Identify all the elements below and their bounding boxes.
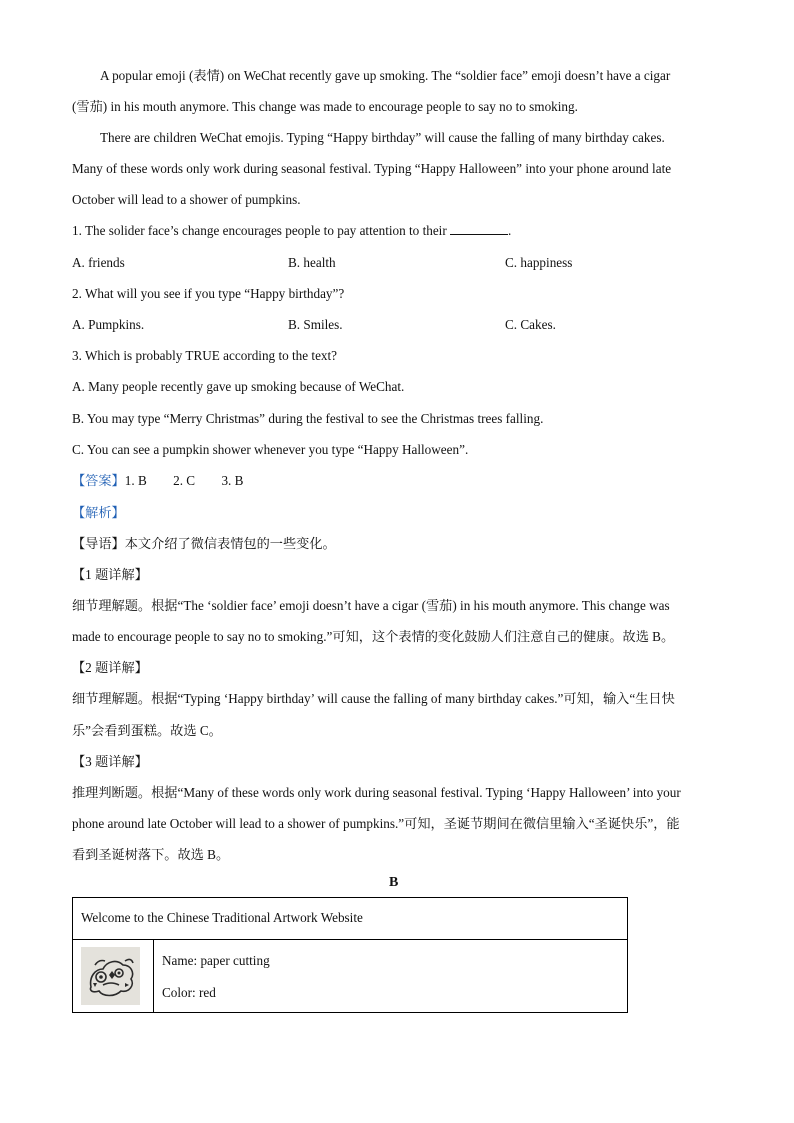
option-a: A. friends <box>72 255 125 270</box>
q2-detail-line: 细节理解题。根据“Typing ‘Happy birthday’ will cause the falling of many birthday cakes.”可知，输入“生日快 <box>72 691 675 706</box>
artwork-color: Color: red <box>162 985 216 1000</box>
passage-line: (雪茄) in his mouth anymore. This change was made to encourage people to say no to smoking. <box>72 99 578 114</box>
q3-detail-line: 推理判断题。根据“Many of these words only work during seasonal festival. Typing ‘Happy Halloween’ into your <box>72 785 681 800</box>
question-stem-end: . <box>508 223 512 238</box>
question-1-stem <box>72 222 511 240</box>
q1-detail-label: 【1 题详解】 <box>72 567 148 582</box>
q3-detail-line: phone around late October will lead to a shower of pumpkins.”可知，圣诞节期间在微信里输入“圣诞快乐”，能 <box>72 816 680 831</box>
artwork-name: Name: paper cutting <box>162 953 270 968</box>
q3-detail-line: 看到圣诞树落下。故选 B。 <box>72 847 230 862</box>
answer-text: 1. B 2. C 3. B <box>124 473 244 488</box>
q1-detail-line: made to encourage people to say no to smoking.”可知，这个表情的变化鼓励人们注意自己的健康。故选 B。 <box>72 629 675 644</box>
question-2-stem: 2. What will you see if you type “Happy birthday”? <box>72 286 345 301</box>
question-stem-text: 1. The solider face’s change encourages people to pay attention to their <box>72 223 451 238</box>
option-b: B. Smiles. <box>288 317 343 332</box>
artwork-table-header <box>73 898 627 940</box>
intro-label: 【导语】 <box>72 536 125 551</box>
passage-line: There are children WeChat emojis. Typing “Happy birthday” will cause the falling of many birthday cakes. <box>100 130 665 145</box>
passage-line: October will lead to a shower of pumpkins. <box>72 192 301 207</box>
artwork-table-title: Welcome to the Chinese Traditional Artwork Website <box>81 910 363 925</box>
answer-blank <box>450 222 508 235</box>
q1-detail-line: 细节理解题。根据“The ‘soldier face’ emoji doesn’t have a cigar (雪茄) in his mouth anymore. This change was <box>72 598 670 613</box>
intro-text: 本文介绍了微信表情包的一些变化。 <box>124 536 336 551</box>
option-c: C. Cakes. <box>505 317 556 332</box>
section-b-heading: B <box>389 875 399 890</box>
paper-cutting-image <box>81 947 140 1005</box>
artwork-image-cell <box>73 940 154 1012</box>
answer-line <box>72 472 243 490</box>
option-c: C. happiness <box>505 255 573 270</box>
option-b: B. health <box>288 255 336 270</box>
q2-detail-line: 乐”会看到蛋糕。故选 C。 <box>72 723 222 738</box>
artwork-table <box>72 897 628 1013</box>
answer-label: 【答案】 <box>72 473 125 488</box>
question-2-options <box>72 316 772 334</box>
intro-line <box>72 535 336 553</box>
analysis-label: 【解析】 <box>72 505 125 520</box>
question-1-options <box>72 254 772 272</box>
q3-detail-label: 【3 题详解】 <box>72 754 148 769</box>
option-c: C. You can see a pumpkin shower whenever you type “Happy Halloween”. <box>72 442 469 457</box>
option-b: B. You may type “Merry Christmas” during the festival to see the Christmas trees falling. <box>72 411 544 426</box>
option-a: A. Many people recently gave up smoking because of WeChat. <box>72 379 405 394</box>
question-3-stem: 3. Which is probably TRUE according to the text? <box>72 348 338 363</box>
passage-line: A popular emoji (表情) on WeChat recently gave up smoking. The “soldier face” emoji doesn’t have a cigar <box>100 68 671 83</box>
q2-detail-label: 【2 题详解】 <box>72 660 148 675</box>
option-a: A. Pumpkins. <box>72 317 145 332</box>
passage-line: Many of these words only work during seasonal festival. Typing “Happy Halloween” into your phone around late <box>72 161 672 176</box>
paper-cutting-icon <box>81 947 140 1005</box>
